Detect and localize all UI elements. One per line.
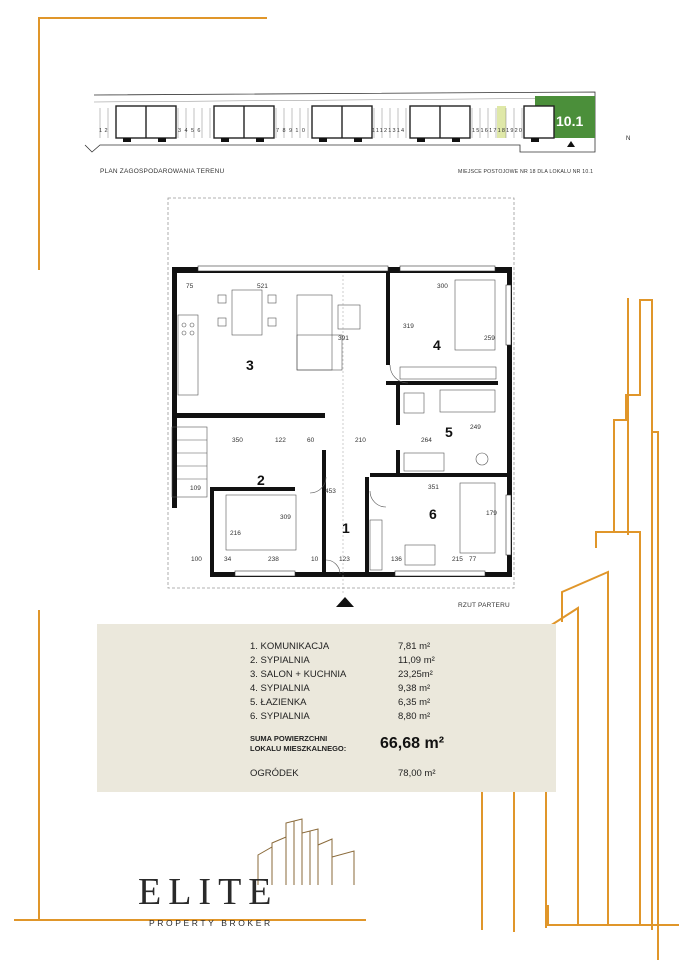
legend-room-area: 6,35 m² [398,697,431,708]
dim-label: 351 [428,484,439,491]
dim-label: 249 [470,424,481,431]
legend-room-label: 2. SYPIALNIA [250,655,310,666]
parking-numbers-2: 3456 [178,128,204,134]
dim-label: 319 [403,323,414,330]
dim-label: 521 [257,283,268,290]
dim-label: 60 [307,437,315,444]
dim-label: 350 [232,437,243,444]
site-plan [80,90,600,160]
dim-label: 259 [484,335,495,342]
dim-label: 309 [280,514,291,521]
legend-room-label: 3. SALON + KUCHNIA [250,669,347,680]
dim-label: 264 [421,437,432,444]
entrance-arrow [336,597,354,607]
legend-room-area: 9,38 m² [398,683,431,694]
dim-label: 179 [486,510,497,517]
room-number-4: 4 [433,337,441,353]
room-number-1: 1 [342,520,350,536]
parking-numbers-5: 151617181920 [472,128,524,134]
brand-tagline: PROPERTY BROKER [149,918,273,928]
entrance-marker [567,141,575,147]
room-number-3: 3 [246,357,254,373]
floor-plan-caption: RZUT PARTERU [458,602,510,609]
dim-label: 238 [268,556,279,563]
dim-label: 216 [230,530,241,537]
garden-label: OGRÓDEK [250,768,299,779]
legend-room-area: 7,81 m² [398,641,431,652]
dim-label: 10 [311,556,319,563]
dim-label: 75 [186,283,194,290]
dim-label: 34 [224,556,232,563]
dim-label: 453 [325,488,336,495]
dim-label: 100 [191,556,202,563]
compass-label: N [626,136,631,142]
garden-area: 78,00 m² [398,768,436,779]
room-number-6: 6 [429,506,437,522]
dim-label: 391 [338,335,349,342]
legend-room-area: 23,25m² [398,669,433,680]
legend-room-label: 6. SYPIALNIA [250,711,310,722]
legend-room-label: 5. ŁAZIENKA [250,697,307,708]
legend-room-label: 4. SYPIALNIA [250,683,310,694]
total-area-label-line2: LOKALU MIESZKALNEGO: [250,744,347,753]
dim-label: 109 [190,485,201,492]
parking-numbers-4: 11121314 [372,128,406,134]
room-number-2: 2 [257,472,265,488]
floor-plan [160,195,520,610]
dim-label: 210 [355,437,366,444]
brand-name: ELITE [138,871,279,913]
parking-numbers-1: 12 [99,128,110,134]
legend-room-area: 11,09 m² [398,655,435,666]
site-plan-title: PLAN ZAGOSPODAROWANIA TERENU [100,168,225,175]
total-area-value: 66,68 m² [380,735,445,752]
unit-badge: 10.1 [556,113,584,129]
parking-note: MIEJSCE POSTOJOWE NR 18 DLA LOKALU NR 10.1 [458,169,594,175]
total-area-label-line1: SUMA POWIERZCHNI [250,734,328,743]
legend-room-label: 1. KOMUNIKACJA [250,641,330,652]
dim-label: 215 [452,556,463,563]
legend-room-area: 8,80 m² [398,711,431,722]
dim-label: 122 [275,437,286,444]
dim-label: 300 [437,283,448,290]
dim-label: 136 [391,556,402,563]
parking-numbers-3: 78910 [276,128,309,134]
room-number-5: 5 [445,424,453,440]
dim-label: 77 [469,556,477,563]
dim-label: 123 [339,556,350,563]
